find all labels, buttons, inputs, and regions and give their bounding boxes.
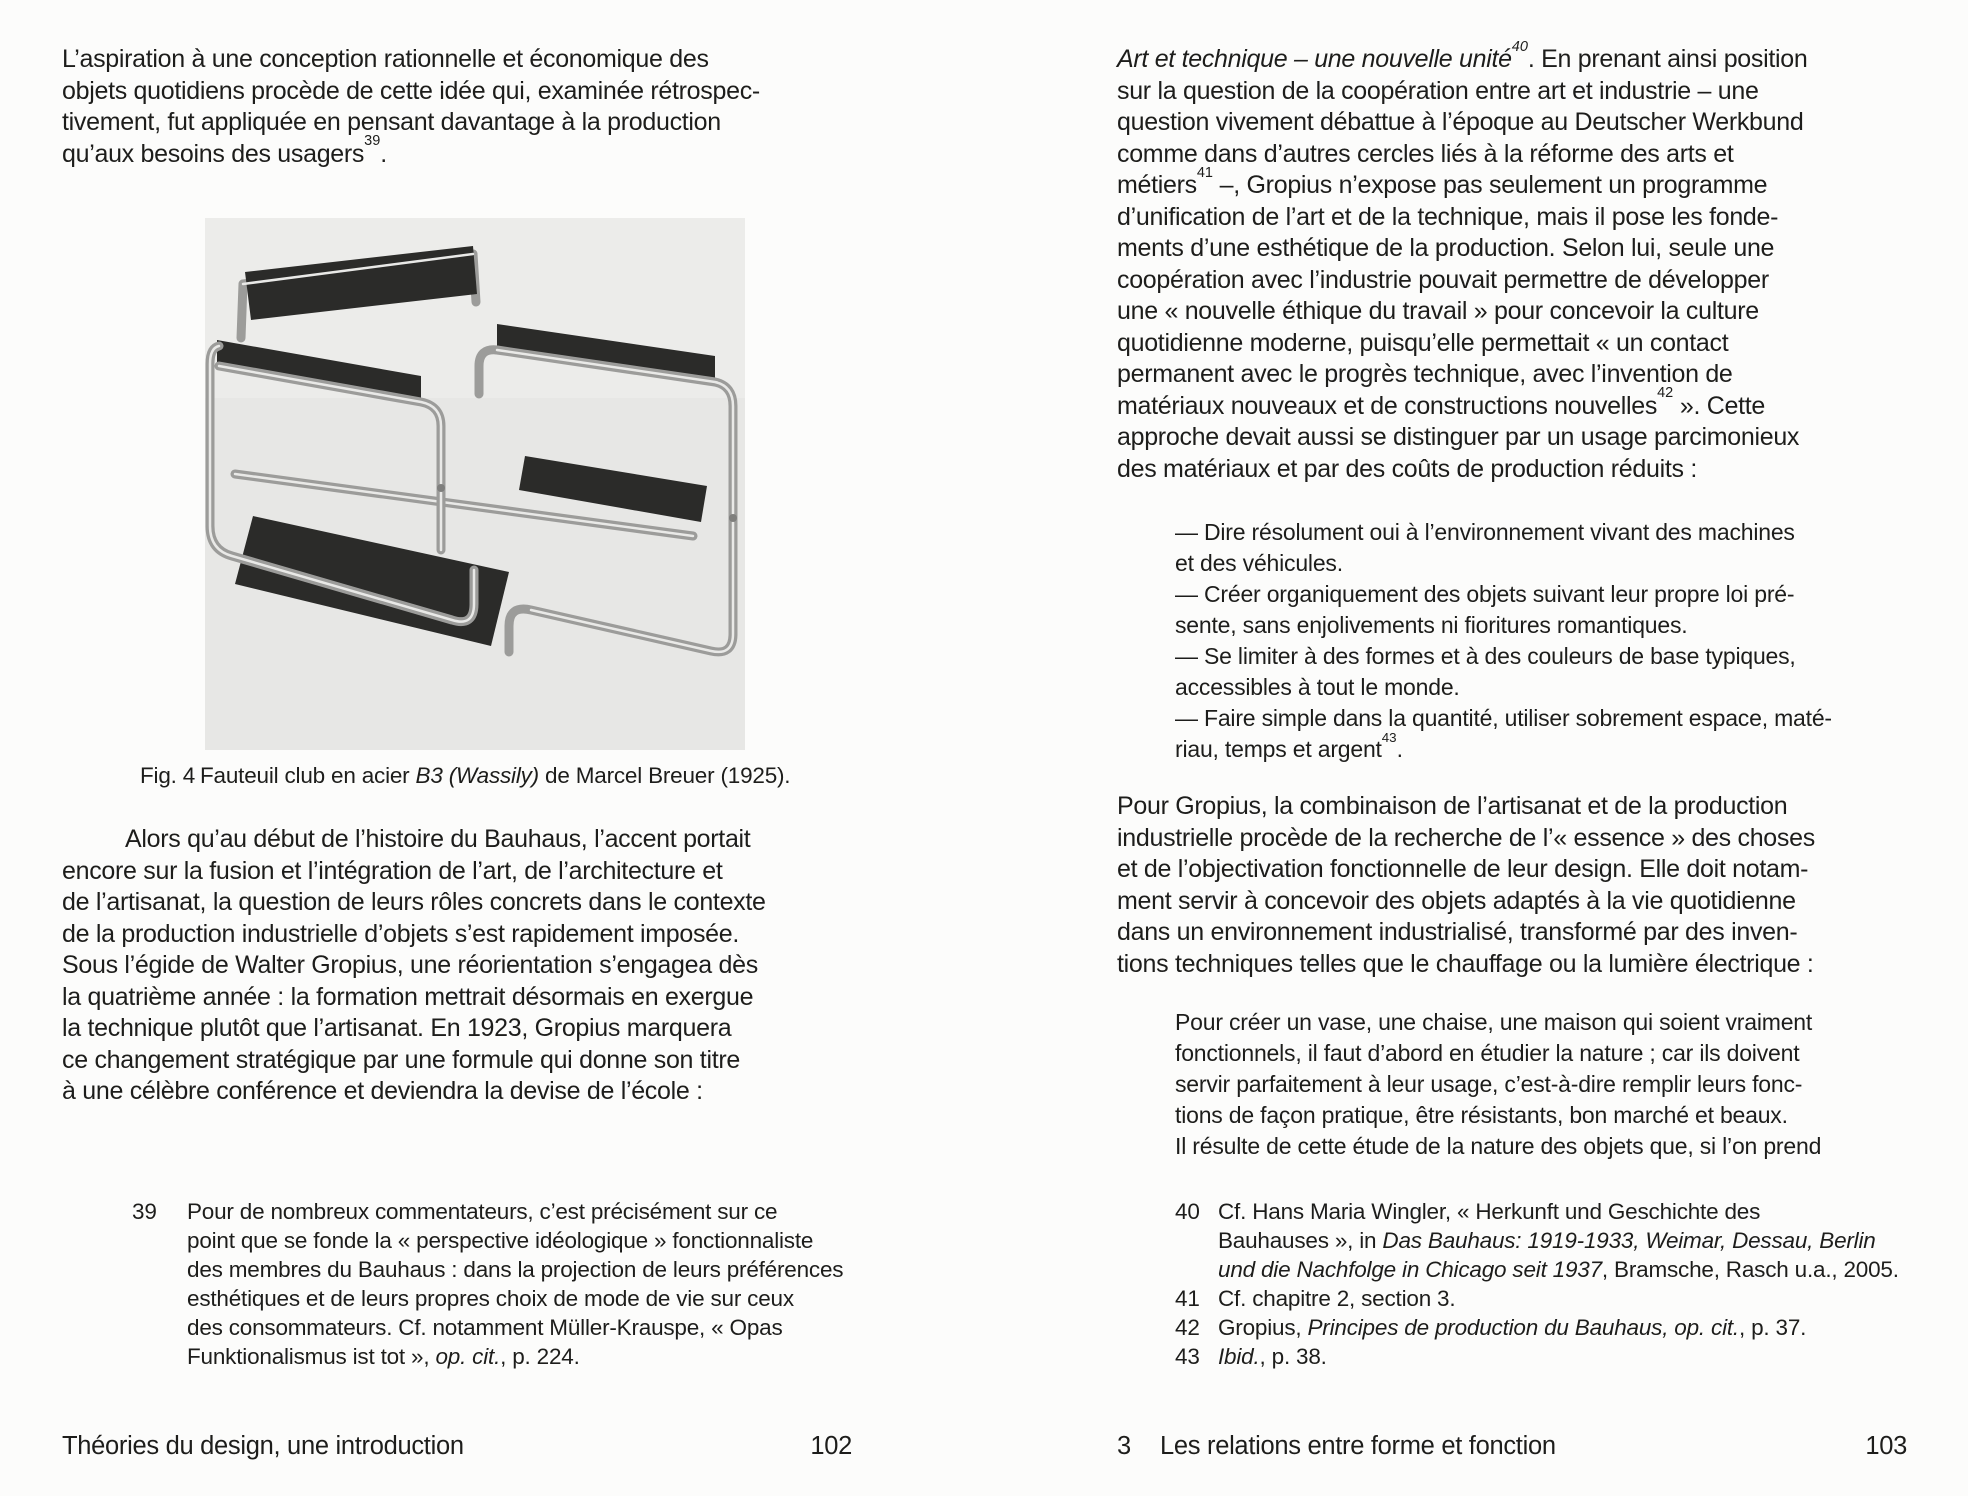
- figure-caption-text: Fauteuil club en acier B3 (Wassily) de Marcel Breuer (1925).: [200, 763, 791, 788]
- paragraph-aspiration: L’aspiration à une conception rationnelle et économique des objets quotidiens procède de cette idée qui, examinée rétrospec- tivement, fut appliquée en pensant davantage à la production qu’aux besoins des usagers$^{39}$.: [62, 45, 760, 168]
- blockquote-gropius-principles: — Dire résolument oui à l’environnement vivant des machines et des véhicules. — Créer organiquement des objets suivant leur propre loi pré- sente, sans enjolivements ni fioritures romantiques. — Se limiter à des formes et à des couleurs de base typiques, accessibles à tout le monde. — Faire simple dans la quantité, utiliser sobrement espace, maté- riau, temps et argent$^{43}$.: [1175, 519, 1832, 762]
- paragraph-bauhaus: Alors qu’au début de l’histoire du Bauhaus, l’accent portait encore sur la fusion et l’intégration de l’art, de l’architecture et de l’artisanat, la question de leurs rôles concrets dans le contexte de la production industrielle d’objets s’est rapidement imposée. Sous l’égide de Walter Gropius, une réorientation s’engagea dès la quatrième année : la formation mettrait désormais en exergue la technique plutôt que l’artisanat. En 1923, Gropius marquera ce changement stratégique par une formule qui donne son titre à une célèbre conférence et deviendra la devise de l’école :: [62, 825, 766, 1105]
- paragraph-art-et-technique: Art et technique – une nouvelle unité$^{40}$. En prenant ainsi position sur la question de la coopération entre art et industrie – une question vivement débattue à l’époque au Deutscher Werkbund comme dans d’autres cercles liés à la réforme des arts et métiers$^{41}$ –, Gropius n’expose pas seulement un programme d’unification de l’art et de la technique, mais il pose les fonde- ments d’une esthétique de la production. Selon lui, seule une coopération avec l’industrie pouvait permettre de développer une « nouvelle éthique du travail » pour concevoir la culture quotidienne moderne, puisqu’elle permettait « un contact permanent avec le progrès technique, avec l’invention de matériaux nouveaux et de constructions nouvelles$^{42}$ ». Cette approche devait aussi se distinguer par un usage parcimonieux des matériaux et par des coûts de production réduits :: [1117, 38, 1808, 483]
- footnotes-left: [132, 1197, 843, 1371]
- footnote-text: Cf. Hans Maria Wingler, « Herkunft und Geschichte des Bauhauses », in Das Bauhaus: 1919-1933, Weimar, Dessau, Berlin und die Nachfolge in Chicago seit 1937, Bramsche, Rasch u.a., 2005.: [1218, 1199, 1899, 1282]
- running-title: Théories du design, une introduction: [62, 1432, 464, 1460]
- page-footer-left: [62, 1431, 852, 1462]
- blockquote-vase-chaise-maison: Pour créer un vase, une chaise, une maison qui soient vraiment fonctionnels, il faut d’abord en étudier la nature ; car ils doivent servir parfaitement à leur usage, c’est-à-dire remplir leurs fonc- tions de façon pratique, être résistants, bon marché et beaux. Il résulte de cette étude de la nature des objets que, si l’on prend: [1175, 1009, 1822, 1159]
- footnote-number: 42: [1175, 1315, 1200, 1340]
- paragraph-pour-gropius: Pour Gropius, la combinaison de l’artisanat et de la production industrielle procède de la recherche de l’« essence » des choses et de l’objectivation fonctionnelle de leur design. Elle doit notam- ment servir à concevoir des objets adaptés à la vie quotidienne dans un environnement industrialisé, transformé par des inven- tions techniques telles que le chauffage ou la lumière électrique :: [1117, 792, 1815, 978]
- running-title: Les relations entre forme et fonction: [1160, 1432, 1556, 1460]
- footnote-39: [132, 1197, 843, 1371]
- footnote-text: Gropius, Principes de production du Bauhaus, op. cit., p. 37.: [1218, 1315, 1807, 1340]
- chapter-number: 3: [1117, 1432, 1131, 1460]
- wassily-chair-illustration: [205, 218, 745, 750]
- footnotes-right: [1175, 1197, 1899, 1371]
- wassily-chair-photo: [205, 218, 745, 750]
- footnote-text: Ibid., p. 38.: [1218, 1344, 1327, 1369]
- footnote-40: [1175, 1197, 1899, 1284]
- footnote-number: 39: [132, 1199, 157, 1224]
- figure-caption: [140, 761, 790, 790]
- footnote-41: [1175, 1284, 1899, 1313]
- page-number: 102: [810, 1432, 852, 1460]
- footnote-number: 40: [1175, 1199, 1200, 1224]
- page-number: 103: [1865, 1432, 1907, 1460]
- figure-caption-label: Fig. 4: [140, 763, 196, 788]
- footnote-42: [1175, 1313, 1899, 1342]
- page-footer-right: [1117, 1431, 1907, 1462]
- footnote-text: Pour de nombreux commentateurs, c’est précisément sur ce point que se fonde la « perspective idéologique » fonctionnaliste des membres du Bauhaus : dans la projection de leurs préférences esthétiques et de leurs propres choix de mode de vie sur ceux des consommateurs. Cf. notamment Müller-Krauspe, « Opas Funktionalismus ist tot », op. cit., p. 224.: [187, 1199, 844, 1369]
- footnote-number: 41: [1175, 1286, 1200, 1311]
- footnote-43: [1175, 1342, 1899, 1371]
- footnote-text: Cf. chapitre 2, section 3.: [1218, 1286, 1456, 1311]
- footnote-number: 43: [1175, 1344, 1200, 1369]
